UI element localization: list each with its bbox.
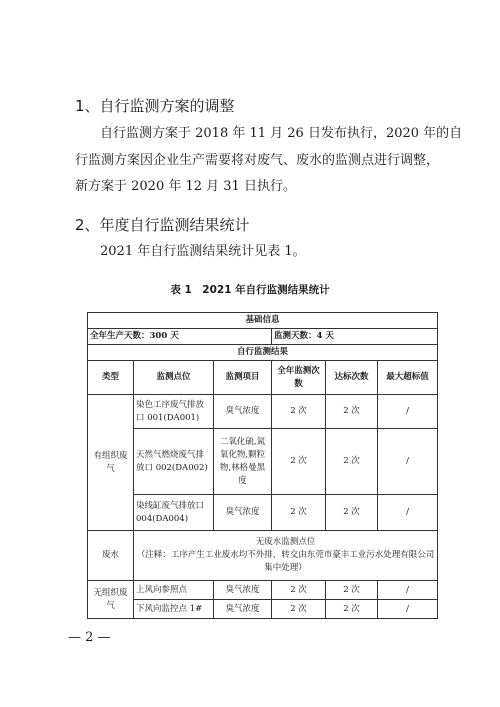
section1-paragraph-line: 行监测方案因企业生产需要将对废气、废水的监测点进行调整，: [75, 153, 440, 168]
section1-title: 1、自行监测方案的调整: [75, 97, 235, 115]
point-cell: 染线缸废气排放口 004(DA004): [134, 495, 214, 531]
item-cell: 臭气浓度: [214, 581, 272, 600]
table-row: [88, 600, 438, 619]
item-cell: 臭气浓度: [214, 600, 272, 619]
point-cell: 下风向监控点 1#: [134, 600, 214, 619]
compliant-cell: 2 次: [326, 495, 378, 531]
max-exceed-cell: /: [378, 495, 438, 531]
item-cell: 臭气浓度: [214, 395, 272, 429]
compliant-cell: 2 次: [326, 600, 378, 619]
point-cell: 天然气燃烧废气排放口 002(DA002): [134, 429, 214, 495]
type-cell-organized: 有组织废气: [88, 395, 134, 531]
max-exceed-cell: /: [378, 395, 438, 429]
column-header-max-exceed: 最大超标值: [378, 361, 438, 395]
table-row: [88, 581, 438, 600]
count-cell: 2 次: [272, 600, 326, 619]
table-row: [88, 495, 438, 531]
monitoring-days-cell: 监测天数：4 天: [272, 329, 438, 345]
results-table: [87, 312, 438, 619]
wastewater-note-cell: [134, 531, 438, 581]
column-header-count: 全年监测次数: [272, 361, 326, 395]
table-row: [88, 531, 438, 581]
column-header-point: 监测点位: [134, 361, 214, 395]
max-exceed-cell: /: [378, 600, 438, 619]
type-cell-wastewater: 废水: [88, 531, 134, 581]
count-cell: 2 次: [272, 395, 326, 429]
table-caption: 表 1 2021 年自行监测结果统计: [170, 284, 330, 296]
table-row: [88, 395, 438, 429]
table-row: [88, 429, 438, 495]
max-exceed-cell: /: [378, 581, 438, 600]
type-cell-unorganized: 无组织废气: [88, 581, 134, 619]
basic-info-header: 基础信息: [88, 313, 438, 329]
section1-paragraph-line: 新方案于 2020 年 12 月 31 日执行。: [75, 179, 296, 194]
section2-title: 2、年度自行监测结果统计: [75, 216, 250, 234]
results-header: 自行监测结果: [88, 345, 438, 361]
count-cell: 2 次: [272, 429, 326, 495]
column-header-item: 监测项目: [214, 361, 272, 395]
wastewater-line: 无废水监测点位: [255, 537, 316, 547]
column-header-type: 类型: [88, 361, 134, 395]
count-cell: 2 次: [272, 581, 326, 600]
compliant-cell: 2 次: [326, 395, 378, 429]
compliant-cell: 2 次: [326, 581, 378, 600]
point-cell: 染色工序废气排放口 001(DA001): [134, 395, 214, 429]
point-cell: 上风向参照点: [134, 581, 214, 600]
count-cell: 2 次: [272, 495, 326, 531]
section2-paragraph: 2021 年自行监测结果统计见表 1。: [100, 244, 306, 259]
max-exceed-cell: /: [378, 429, 438, 495]
section1-paragraph-line: 自行监测方案于 2018 年 11 月 26 日发布执行，2020 年的自: [100, 126, 463, 141]
production-days-cell: 全年生产天数：300 天: [88, 329, 272, 345]
wastewater-note: （注释：工序产生工业废水均不外排，转交由东莞市豪丰工业污水处理有限公司集中处理）: [136, 550, 435, 573]
item-cell: 二氧化硫,氮氧化物,颗粒物,林格曼黑度: [214, 429, 272, 495]
column-header-compliant: 达标次数: [326, 361, 378, 395]
item-cell: 臭气浓度: [214, 495, 272, 531]
compliant-cell: 2 次: [326, 429, 378, 495]
page-number: — 2 —: [68, 630, 111, 645]
